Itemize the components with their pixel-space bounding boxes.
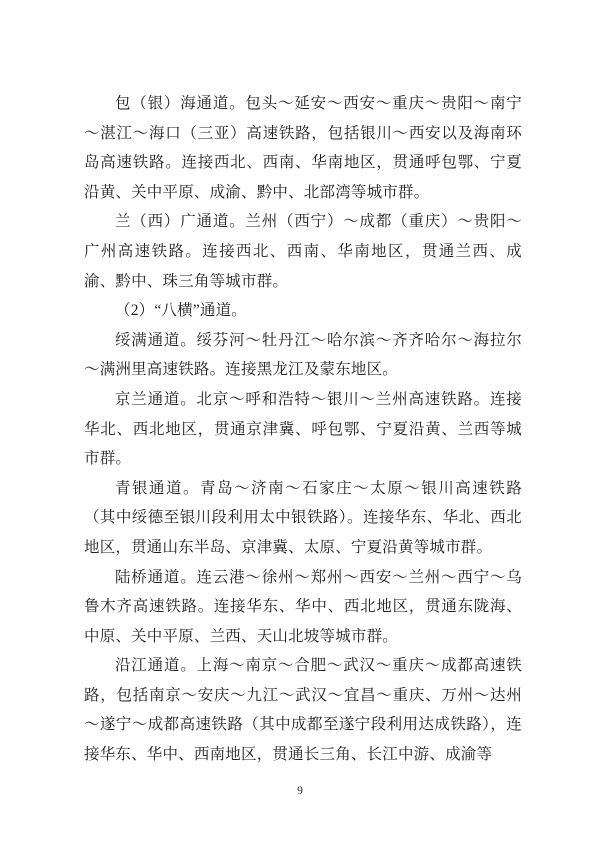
paragraph-jing-lan-corridor: 京兰通道。北京～呼和浩特～银川～兰州高速铁路。连接华北、西北地区，贯通京津冀、呼包鄂、宁夏沿黄、兰西等城市群。 [84, 390, 522, 468]
page-number: 9 [297, 785, 303, 797]
paragraph-bao-yin-hai-corridor: 包（银）海通道。包头～延安～西安～重庆～贵阳～南宁～湛江～海口（三亚）高速铁路，包括银川～西安以及海南环岛高速铁路。连接西北、西南、华南地区，贯通呼包鄂、宁夏沿黄、关中平原、成渝、黔中、北部湾等城市群。 [84, 95, 522, 201]
paragraph-lan-xi-guang-corridor: 兰（西）广通道。兰州（西宁）～成都（重庆）～贵阳～广州高速铁路。连接西北、西南、华南地区，贯通兰西、成渝、黔中、珠三角等城市群。 [84, 213, 522, 290]
paragraph-lu-qiao-corridor: 陆桥通道。连云港～徐州～郑州～西安～兰州～西宁～乌鲁木齐高速铁路。连接华东、华中、西北地区，贯通东陇海、中原、关中平原、兰西、天山北坡等城市群。 [84, 568, 522, 645]
paragraph-yan-jiang-corridor: 沿江通道。上海～南京～合肥～武汉～重庆～成都高速铁路，包括南京～安庆～九江～武汉～宜昌～重庆、万州～达州～遂宁～成都高速铁路（其中成都至遂宁段利用达成铁路），连接华东、华中、西南地区，贯通长三角、长江中游、成渝等 [84, 657, 522, 764]
paragraph-qing-yin-corridor: 青银通道。青岛～济南～石家庄～太原～银川高速铁路（其中绥德至银川段利用太中银铁路）。连接华东、华北、西北地区，贯通山东半岛、京津冀、太原、宁夏沿黄等城市群。 [84, 479, 522, 556]
heading-eight-horizontal-corridors: （2）“八横”通道。 [115, 302, 248, 320]
paragraph-sui-man-corridor: 绥满通道。绥芬河～牡丹江～哈尔滨～齐齐哈尔～海拉尔～满洲里高速铁路。连接黑龙江及蒙东地区。 [84, 331, 522, 379]
page-body [84, 89, 522, 770]
